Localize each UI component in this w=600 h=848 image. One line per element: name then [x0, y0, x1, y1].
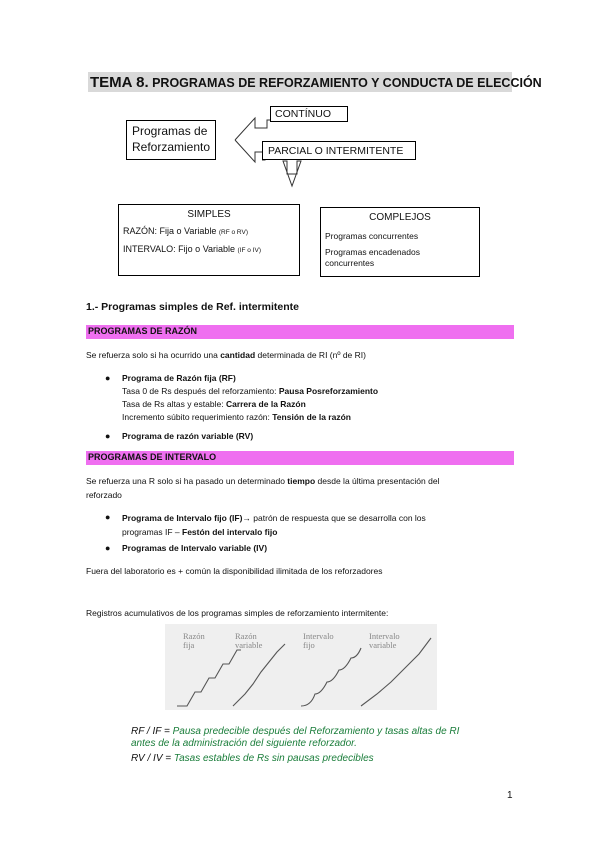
label-intervalo-variable: Intervalo variable — [369, 631, 400, 650]
caption-rf-if: RF / IF = Pausa predecible después del Reforzamiento y tasas altas de RI antes de la administración del siguiente reforzador. — [131, 726, 460, 749]
cumulative-records-figure — [165, 624, 437, 710]
complejos-heading: COMPLEJOS — [369, 212, 431, 223]
cumulative-records-curves — [165, 624, 437, 710]
label-razon-fija: Razón fija — [183, 631, 205, 650]
down-arrow-icon — [283, 161, 301, 186]
complejos-item-1: Programas concurrentes — [325, 231, 419, 241]
intervalo-band: PROGRAMAS DE INTERVALO — [86, 451, 514, 465]
razon-band: PROGRAMAS DE RAZÓN — [86, 325, 514, 339]
simples-razon: RAZÓN: Fija o Variable (RF o RV) — [123, 226, 249, 236]
rf-bullet: ● Programa de Razón fija (RF) Tasa 0 de Rs después del reforzamiento: Pausa Posreforzamiento Tasa de Rs altas y estable: Carrera de la Razón Incremento súbito requerimiento razón: Tensión de la razón — [105, 373, 379, 422]
bullet-icon: ● — [105, 431, 111, 441]
curve-intervalo-fijo — [301, 648, 361, 706]
diagram-root-box: Programas de Reforzamiento — [126, 120, 216, 160]
diagram-simples-box — [118, 204, 300, 276]
curve-intervalo-variable — [361, 638, 431, 706]
registros-text: Registros acumulativos de los programas simples de reforzamiento intermitente: — [86, 608, 389, 618]
page-title: TEMA 8. PROGRAMAS DE REFORZAMIENTO Y CONDUCTA DE ELECCIÓN — [90, 74, 542, 91]
label-razon-variable: Razón variable — [235, 631, 263, 650]
curve-razon-variable — [233, 644, 285, 706]
label-intervalo-fijo: Intervalo fijo — [303, 631, 334, 650]
page-number: 1 — [507, 790, 513, 801]
diagram-continuo-box: CONTÍNUO — [270, 106, 348, 122]
section-heading: 1.- Programas simples de Ref. intermitente — [86, 301, 299, 313]
intervalo-intro: Se refuerza una R solo si ha pasado un determinado tiempo desde la última presentación del reforzado — [86, 476, 440, 500]
bullet-icon: ● — [105, 543, 111, 553]
razon-intro: Se refuerza solo si ha ocurrido una cantidad determinada de RI (nº de RI) — [86, 350, 366, 360]
rv-bullet: ● Programa de razón variable (RV) — [105, 431, 254, 441]
diagram-complejos-box — [320, 207, 480, 277]
bullet-icon: ● — [105, 512, 111, 522]
caption-rv-iv: RV / IV = Tasas estables de Rs sin pausas predecibles — [131, 753, 374, 764]
iv-bullet: ● Programas de Intervalo variable (IV) — [105, 543, 268, 553]
fuera-text: Fuera del laboratorio es + común la disponibilidad ilimitada de los reforzadores — [86, 566, 383, 576]
bullet-icon: ● — [105, 373, 111, 383]
simples-heading: SIMPLES — [187, 209, 231, 220]
curve-razon-fija — [177, 650, 241, 706]
if-bullet: ● Programa de Intervalo fijo (IF)→ patrón de respuesta que se desarrolla con los programas IF – Festón del intervalo fijo — [105, 512, 426, 537]
diagram-parcial-box: PARCIAL O INTERMITENTE — [262, 141, 416, 160]
complejos-item-2: Programas encadenados concurrentes — [325, 247, 420, 268]
simples-intervalo: INTERVALO: Fijo o Variable (IF o IV) — [123, 244, 262, 254]
